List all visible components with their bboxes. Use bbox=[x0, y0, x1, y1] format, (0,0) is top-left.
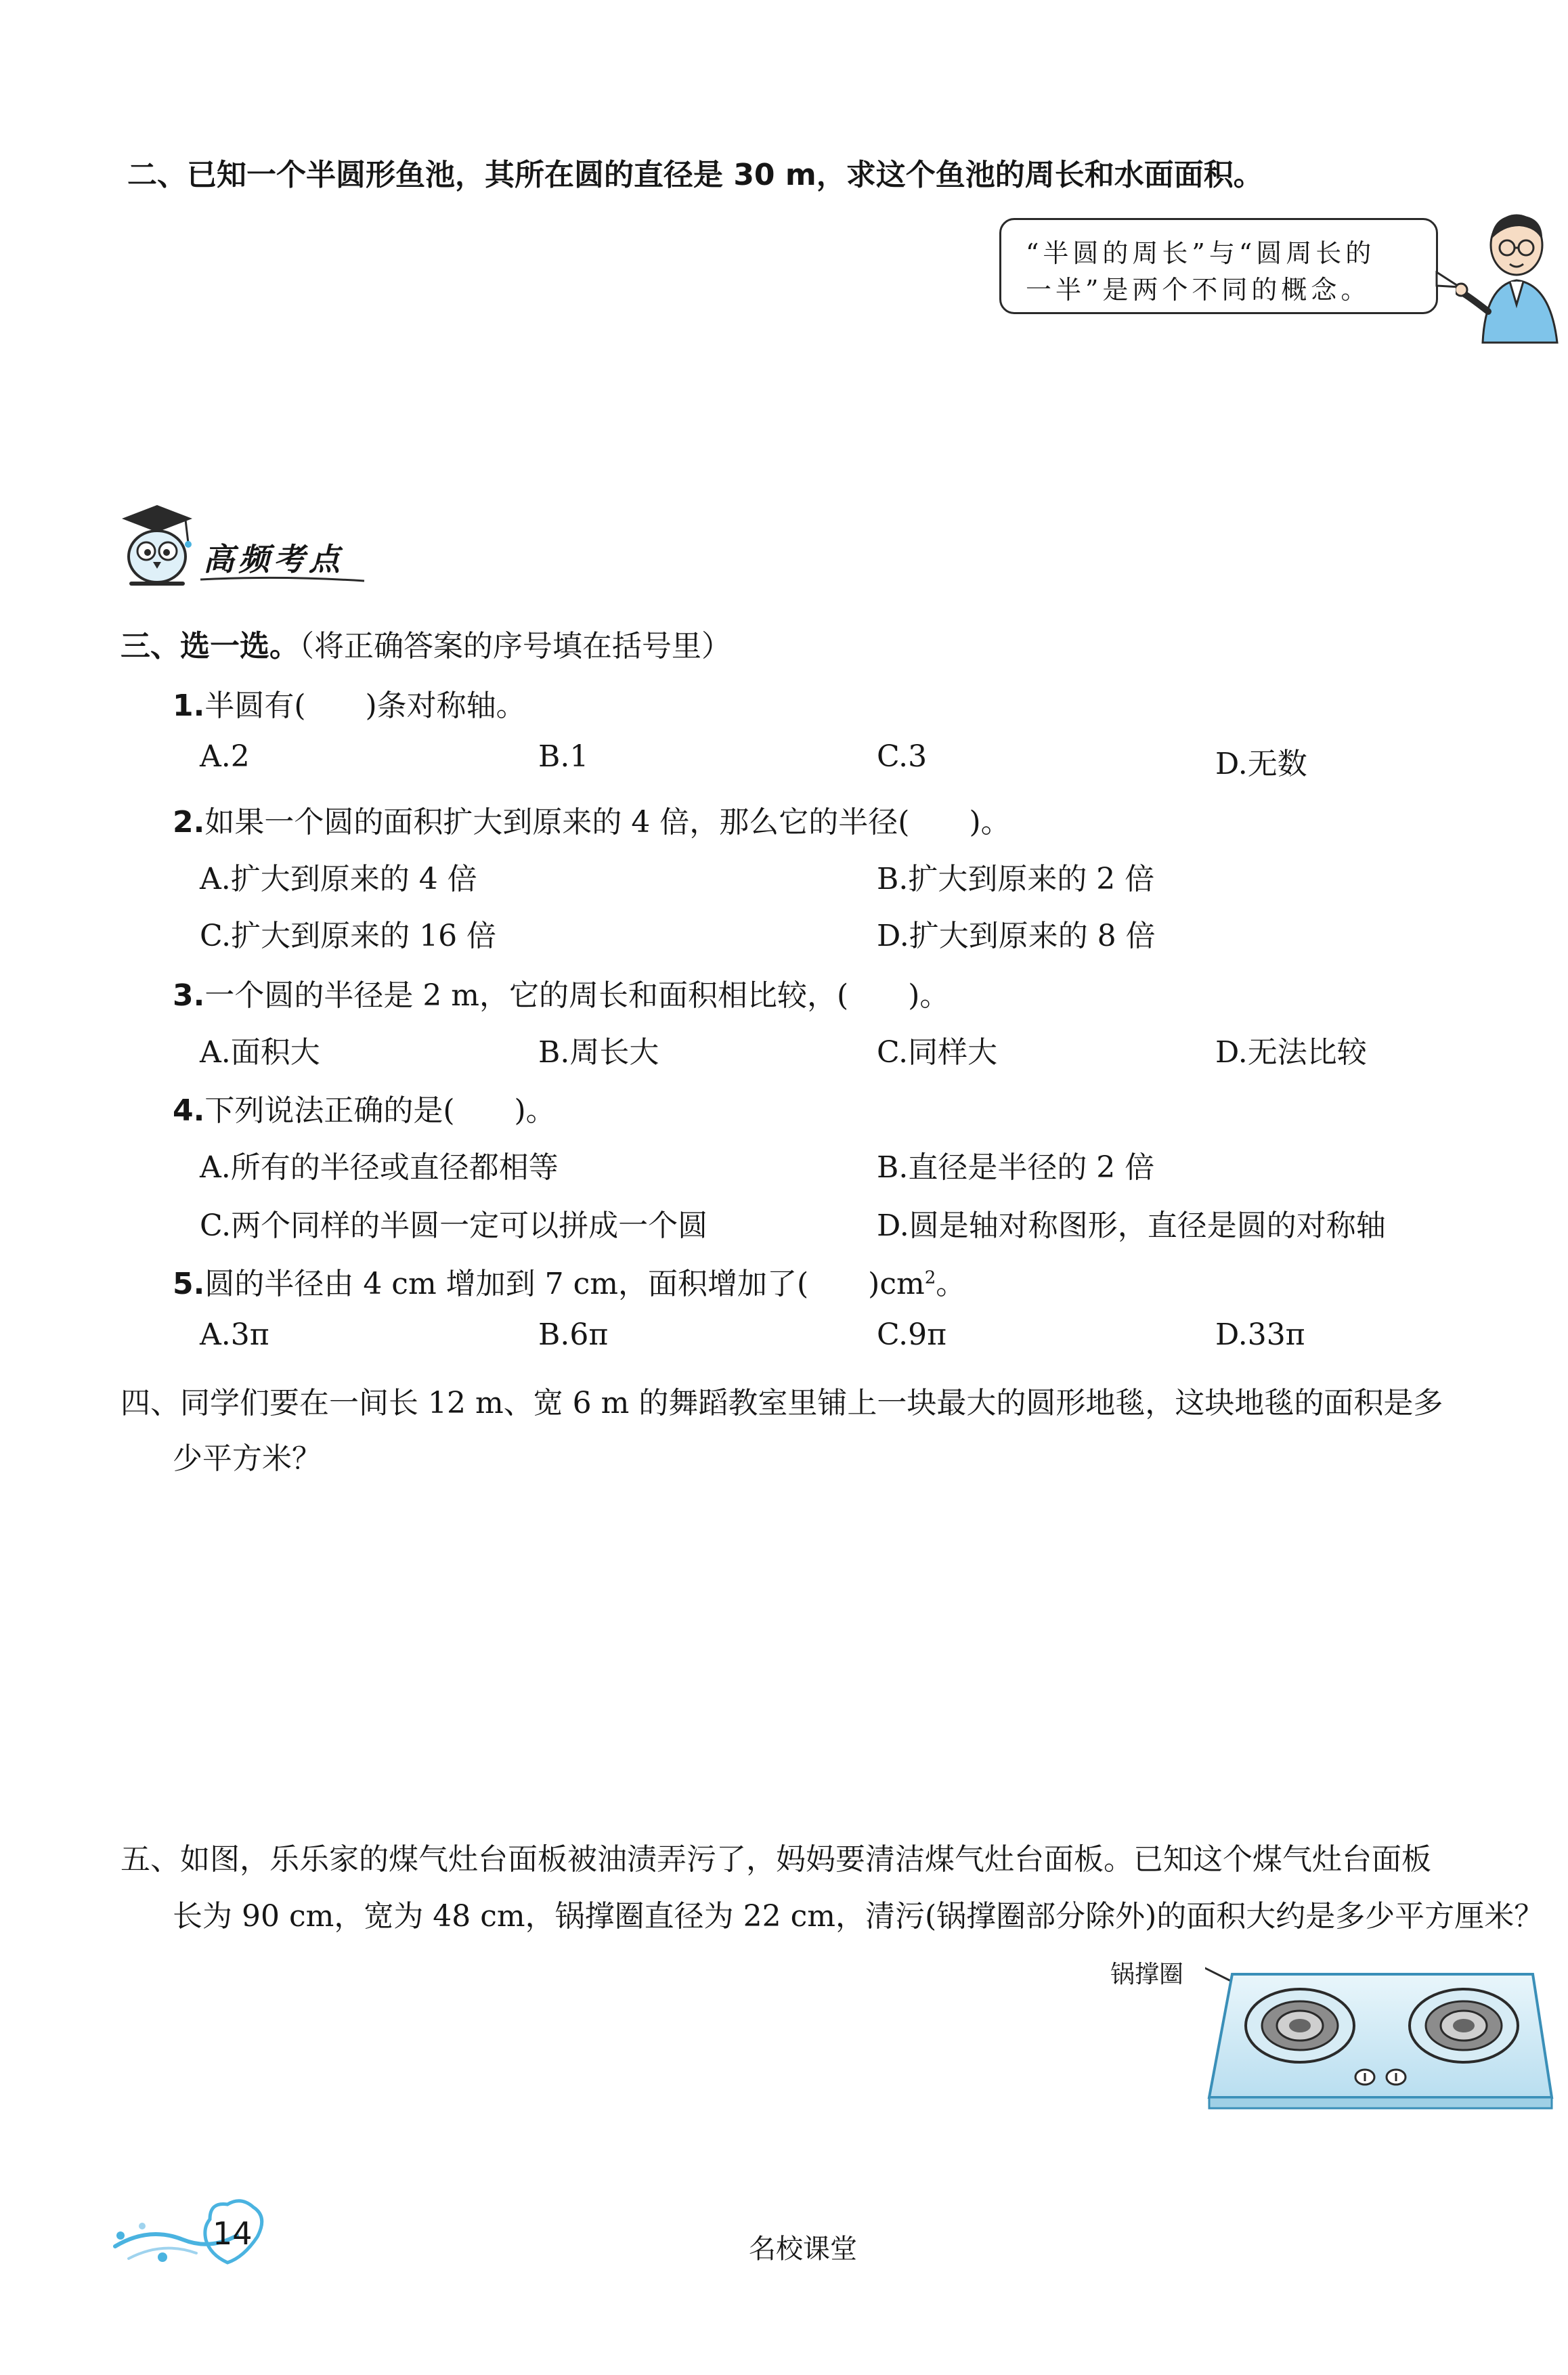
question-4 bbox=[173, 1086, 556, 1129]
section4-text: 四、同学们要在一间长 12 m、宽 6 m 的舞蹈教室里铺上一块最大的圆形地毯，这块地毯的面积是多 bbox=[121, 1386, 1443, 1420]
unit-exponent: 2 bbox=[924, 1267, 936, 1288]
question-number: 4. bbox=[173, 1093, 205, 1128]
section5-line-2: 长为 90 cm，宽为 48 cm，锅撑圈直径为 22 cm，清污(锅撑圈部分除外)的面积大约是多少平方厘米？ bbox=[173, 1899, 1544, 1934]
question-text: 半圆有( )条对称轴。 bbox=[204, 689, 526, 723]
section3-header bbox=[121, 622, 731, 665]
question-number: 1. bbox=[173, 689, 205, 723]
q2-option-a: A.扩大到原来的 4 倍 bbox=[200, 862, 477, 896]
teacher-illustration bbox=[1456, 210, 1568, 345]
q4-option-a: A.所有的半径或直径都相等 bbox=[200, 1150, 559, 1185]
q2-option-d: D.扩大到原来的 8 倍 bbox=[877, 919, 1156, 953]
question-text: 如果一个圆的面积扩大到原来的 4 倍，那么它的半径( )。 bbox=[204, 805, 1011, 840]
figure-label: 锅撑圈 bbox=[1110, 1961, 1184, 1988]
q3-option-c: C.同样大 bbox=[877, 1035, 998, 1070]
q1-option-c: C.3 bbox=[877, 739, 928, 774]
question-text: 下列说法正确的是( )。 bbox=[204, 1093, 556, 1128]
question-text: 一个圆的半径是 2 m，它的周长和面积相比较，( )。 bbox=[204, 978, 950, 1013]
gas-stove-figure bbox=[1205, 1963, 1557, 2119]
question-number: 2. bbox=[173, 805, 205, 840]
q5-option-d: D.33π bbox=[1215, 1317, 1305, 1352]
section4-line-1 bbox=[121, 1378, 1443, 1422]
q2-option-c: C.扩大到原来的 16 倍 bbox=[200, 919, 497, 953]
q5-option-c: C.9π bbox=[877, 1317, 946, 1352]
q2-option-b: B.扩大到原来的 2 倍 bbox=[877, 862, 1155, 896]
q1-option-b: B.1 bbox=[538, 739, 589, 774]
section3-instruction: （将正确答案的序号填在括号里） bbox=[299, 629, 731, 663]
section2-question: 二、已知一个半圆形鱼池，其所在圆的直径是 30 m，求这个鱼池的周长和水面面积。 bbox=[127, 158, 1263, 192]
q3-option-b: B.周长大 bbox=[538, 1035, 659, 1070]
q1-option-d: D.无数 bbox=[1215, 747, 1307, 781]
question-3 bbox=[173, 971, 949, 1014]
q1-option-a: A.2 bbox=[200, 739, 250, 774]
footer-brand: 名校课堂 bbox=[749, 2234, 857, 2265]
tip-line-1: “半圆的周长”与“圆周长的 bbox=[1026, 238, 1376, 268]
q4-option-c: C.两个同样的半圆一定可以拼成一个圆 bbox=[200, 1208, 708, 1243]
question-text: 圆的半径由 4 cm 增加到 7 cm，面积增加了( )cm bbox=[204, 1267, 925, 1301]
q3-option-d: D.无法比较 bbox=[1215, 1035, 1367, 1070]
tip-bubble bbox=[999, 218, 1438, 314]
question-number: 3. bbox=[173, 978, 205, 1013]
tip-line-2: 一半”是两个不同的概念。 bbox=[1026, 275, 1371, 305]
badge-label: 高频考点 bbox=[203, 541, 344, 578]
q3-option-a: A.面积大 bbox=[200, 1035, 320, 1070]
page-number: 14 bbox=[213, 2215, 253, 2252]
question-2 bbox=[173, 798, 1011, 841]
section3-title: 三、选一选。 bbox=[121, 629, 299, 663]
q5-option-a: A.3π bbox=[200, 1317, 269, 1352]
section4-line-2: 少平方米？ bbox=[173, 1441, 322, 1476]
badge-underline bbox=[198, 574, 367, 585]
q4-option-b: B.直径是半径的 2 倍 bbox=[877, 1150, 1155, 1185]
q5-option-b: B.6π bbox=[538, 1317, 609, 1352]
owl-mascot-icon bbox=[118, 502, 196, 589]
question-number: 5. bbox=[173, 1267, 205, 1301]
question-1 bbox=[173, 681, 526, 724]
section5-line-1: 五、如图，乐乐家的煤气灶台面板被油渍弄污了，妈妈要清洁煤气灶台面板。已知这个煤气灶台面板 bbox=[121, 1842, 1431, 1877]
question-5 bbox=[173, 1259, 965, 1303]
question-text-end: 。 bbox=[936, 1267, 966, 1301]
q4-option-d: D.圆是轴对称图形，直径是圆的对称轴 bbox=[877, 1208, 1386, 1243]
